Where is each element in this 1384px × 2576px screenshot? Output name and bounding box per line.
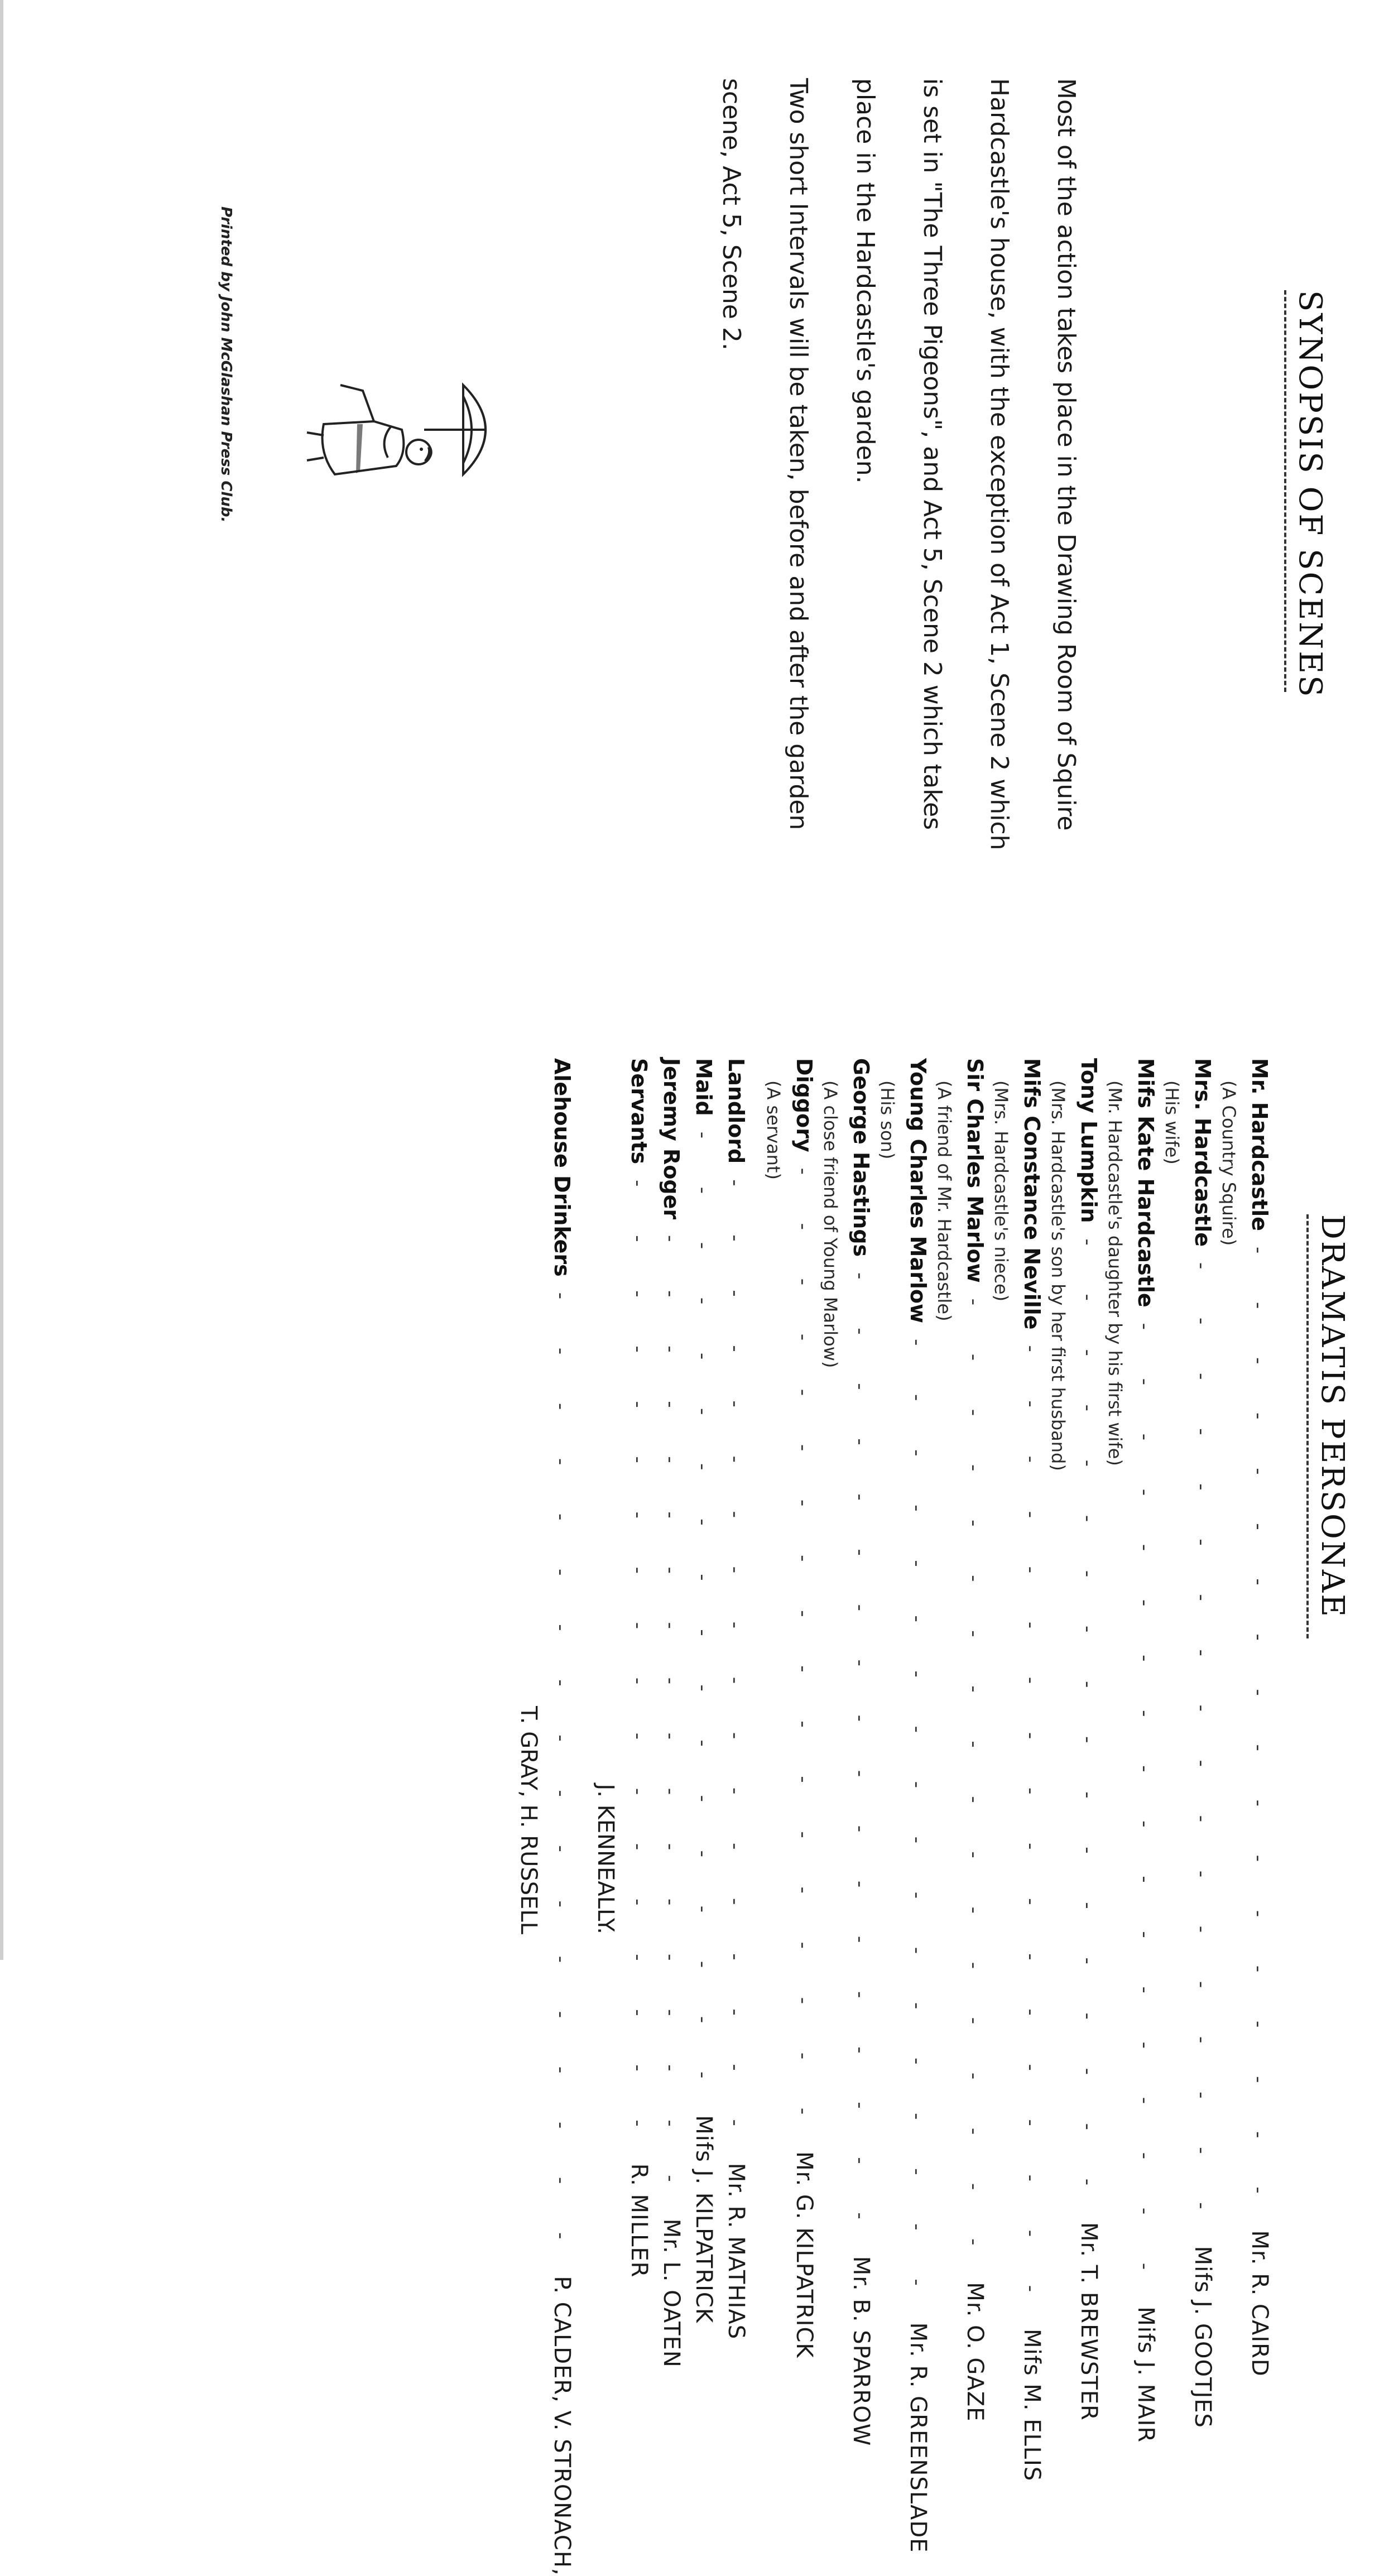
cast-entry [1102,1058,1159,2443]
leader-dots: - - - - - - - - - - - - - - - - - - [1077,1238,1099,2207]
role-description: (A servant) [763,1080,784,1180]
cast-entry [1159,1058,1215,2428]
actor-name: Mr. O. GAZE [962,2282,988,2422]
role-name: Maid [691,1058,716,1116]
synopsis-paragraph-2: Two short Intervals will be taken, before and after the garden scene, Act 5, Scene 2. [717,78,813,830]
cast-entry [1215,1058,1272,2377]
actor-name: Mifs M. ELLIS [1019,2329,1045,2482]
role-name: Tony Lumpkin [1077,1058,1101,1223]
actor-name: Mifs J. KILPATRICK [691,2115,717,2324]
leader-dots: - - - - - - - - - - - - - - - - - - [1133,1323,1156,2291]
role-description: (A Country Squire) [1218,1080,1239,1246]
actor-name: Mr. G. KILPATRICK [791,2151,817,2358]
leader-dots: - - - - - - - - - - - - - - - - - - [1190,1262,1213,2231]
role-name: Mifs Kate Hardcastle [1133,1058,1158,1308]
actor-name: Mr. R. MATHIAS [723,2162,749,2340]
synopsis-title: SYNOPSIS OF SCENES [1292,290,1328,699]
leader-dots: - - - - - - - - - - - - - - - - - - [550,1292,572,2261]
cast-entry [760,1058,817,2358]
role-description: (His wife) [1161,1080,1183,1165]
role-name: Alehouse Drinkers [550,1058,574,1277]
role-name: Landlord [724,1058,748,1164]
actor-name-continued: J. KENNEALLY. [593,1784,618,1934]
actor-name: Mifs J. GOOTJES [1190,2246,1215,2428]
cast-entry [1045,1058,1102,2421]
role-name: Mr. Hardcastle [1247,1058,1272,1231]
role-name: Mifs Constance Neville [1020,1058,1044,1330]
role-name: Mrs. Hardcastle [1190,1058,1215,1247]
leader-dots: - - - - - - - - - - - - - - - - - - [659,1235,681,2203]
cast-list [515,1058,1272,2576]
synopsis-text [698,78,1099,871]
leader-dots: - - - - - - - - - - - - - - - - - - [1020,1345,1042,2314]
cast-entry [652,1058,684,2368]
leader-dots: - - - - - - - - - - - - - - - - - - [1247,1246,1270,2215]
role-description: (Mrs. Hardcastle's son by her first husband) [1047,1080,1069,1471]
role-name: Servants [627,1058,651,1165]
role-description: (A friend of Mr. Hardcastle) [934,1080,955,1321]
cast-entry [717,1058,749,2340]
role-name: Young Charles Marlow [906,1058,930,1324]
role-name: Sir Charles Marlow [963,1058,987,1283]
cast-entry [515,1058,575,2576]
leader-dots: - - - - - - - - - - - - - - - - - - [724,1179,746,2147]
cast-entry [684,1058,717,2324]
actor-name: Mr. R. GREENSLADE [905,2322,931,2553]
actor-name: Mr. L. OATEN [659,2218,684,2368]
dramatis-personae-title: DRAMATIS PERSONAE [1314,1214,1351,1619]
role-description: (Mrs. Hardcastle's niece) [991,1080,1012,1302]
lady-with-parasol-illustration [301,368,502,491]
actor-name: Mifs J. MAIR [1133,2306,1159,2443]
synopsis-paragraph-1: Most of the action takes place in the Drawing Room of Squire Hardcastle's house, with the exception of Act 1, Scene 2 which is set in "The Three Pigeons", and Act 5, Scene 2 which takes place in the Hardcastle's garden. [851,78,1080,850]
dramatis-personae-title-rule [1306,1214,1309,1638]
cast-entry [931,1058,988,2422]
role-name: George Hastings [849,1058,873,1257]
leader-dots: - - - - - - - - - - - - - - - - - - [627,1180,649,2148]
synopsis-title-rule [1284,290,1286,692]
role-name: Jeremy Roger [659,1058,684,1220]
actor-name-continued: T. GRAY, H. RUSSELL [516,1706,541,1934]
role-description: (A close friend of Young Marlow) [820,1080,841,1368]
cast-entry [817,1058,874,2447]
cast-entry [874,1058,931,2553]
role-name: Diggory [792,1058,816,1152]
actor-name: Mr. R. CAIRD [1247,2230,1272,2377]
leader-dots: - - - - - - - - - - - - - - - - - - [691,1131,714,2100]
leader-dots: - - - - - - - - - - - - - - - - - - [792,1167,814,2136]
role-description: (Mr. Hardcastle's daughter by his first wife) [1104,1080,1126,1466]
cast-entry [988,1058,1045,2482]
actor-name: P. CALDER, V. STRONACH, [549,2276,575,2576]
cast-entry [592,1058,652,2278]
synopsis-panel [0,0,1384,980]
leader-dots: - - - - - - - - - - - - - - - - - - [906,1339,928,2307]
printer-credit: Printed by John McGlashan Press Club. [218,206,234,523]
actor-name: Mr. B. SPARROW [848,2256,874,2447]
actor-name: R. MILLER [626,2163,652,2278]
actor-name: Mr. T. BREWSTER [1076,2222,1102,2421]
role-description: (His son) [877,1080,898,1160]
leader-dots: - - - - - - - - - - - - - - - - - - [963,1298,985,2267]
leader-dots: - - - - - - - - - - - - - - - - - - [849,1272,871,2241]
dramatis-personae-panel [0,980,1384,2576]
